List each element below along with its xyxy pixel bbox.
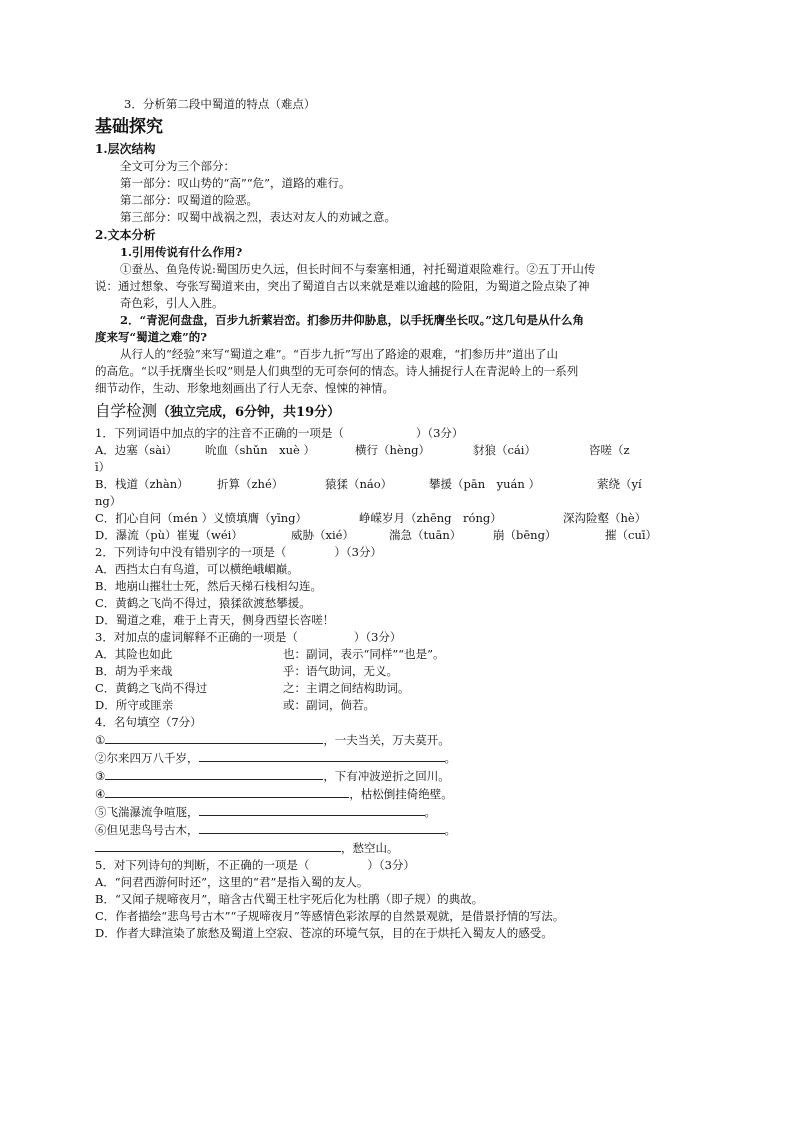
fill-blank-item <box>95 767 705 785</box>
option-part: 威胁（xié） <box>291 528 354 542</box>
answer-blank[interactable] <box>105 767 323 780</box>
self-test-title: 自学检测 <box>95 402 158 420</box>
analysis-answer-line: 说：通过想象、夸张写蜀道来由，突出了蜀道自古以来就是难以逾越的险阻，为蜀道之险点染了神 <box>95 279 590 293</box>
answer-blank[interactable] <box>105 785 349 798</box>
option-part: D．瀑流（pù）崔嵬（wéi） <box>95 528 243 542</box>
structure-line: 第三部分：叹蜀中战祸之烈，表达对友人的劝诫之意。 <box>120 210 396 224</box>
question-3-option <box>95 680 705 697</box>
question-stem-points: ）（3分） <box>415 426 464 440</box>
question-4-stem: 4．名句填空（7分） <box>95 715 202 729</box>
option-part: 豺狼（cái） <box>473 443 536 457</box>
question-2-option: B．地崩山摧壮士死，然后天梯石栈相勾连。 <box>95 579 322 593</box>
question-stem-points: ）（3分） <box>367 858 415 872</box>
option-explanation: 之：主谓之间结构助词。 <box>283 681 410 695</box>
analysis-answer-line: 细节动作，生动、形象地刻画出了行人无奈、惶悚的神情。 <box>95 381 394 395</box>
question-3-stem <box>95 629 705 646</box>
question-stem-text: 5．对下列诗句的判断，不正确的一项是（ <box>95 858 310 872</box>
question-5-stem <box>95 857 705 874</box>
option-explanation: 或：副词，倘若。 <box>283 698 375 712</box>
analysis-question-2-cont: 度来写“蜀道之难”的? <box>95 330 207 344</box>
question-3-option <box>95 646 705 663</box>
fill-blank-item <box>95 839 705 857</box>
question-1-option-b-cont: ng） <box>95 494 122 508</box>
fill-blank-suffix: ，愁空山。 <box>341 841 399 855</box>
question-5-option: D．作者大肆渲染了旅愁及蜀道上空寂、苍凉的环境气氛，目的在于烘托入蜀友人的感受。 <box>95 926 553 940</box>
structure-line: 全文可分为三个部分： <box>120 159 235 173</box>
question-2-option: D．蜀道之难，难于上青天，侧身西望长咨嗟！ <box>95 613 335 627</box>
answer-blank[interactable] <box>105 731 323 744</box>
fill-blank-item <box>95 749 705 767</box>
option-part: 萦绕（yí <box>597 477 642 491</box>
option-explanation: 乎：语气助词，无义。 <box>283 664 398 678</box>
question-3-option <box>95 697 705 714</box>
option-part: 吮血（shǔn xuè ） <box>205 443 315 457</box>
worksheet-page <box>95 96 705 942</box>
self-test-subtitle: （独立完成，6分钟，共19分） <box>157 405 341 420</box>
structure-line: 第一部分：叹山势的“高”“危”，道路的难行。 <box>120 176 351 190</box>
option-explanation: 也：副词，表示“同样”“也是”。 <box>283 647 445 661</box>
question-2-stem <box>95 544 705 561</box>
subsection-analysis-title: 2.文本分析 <box>95 228 156 242</box>
option-part: 折算（zhé） <box>217 477 284 491</box>
analysis-question-2: 2．“青泥何盘盘，百步九折萦岩峦。扪参历井仰胁息，以手抚膺坐长叹。”这几句是从什么角 <box>120 313 584 327</box>
analysis-question-1: 1.引用传说有什么作用? <box>120 245 243 259</box>
answer-blank[interactable] <box>95 839 341 852</box>
option-part: 攀援（pān yuán ） <box>429 477 540 491</box>
question-1-option-d <box>95 527 705 544</box>
fill-blank-suffix: 。 <box>444 751 456 765</box>
fill-blank-prefix: ④ <box>95 787 106 801</box>
option-phrase: B．胡为乎来哉 <box>95 664 173 678</box>
fill-blank-item <box>95 803 705 821</box>
question-stem-text: 3．对加点的虚词解释不正确的一项是（ <box>95 630 298 644</box>
option-part: B．栈道（zhàn） <box>95 477 189 491</box>
question-1-option-c <box>95 510 705 527</box>
answer-blank[interactable] <box>199 821 445 834</box>
fill-blank-suffix: ，一夫当关，万夫莫开。 <box>323 733 450 747</box>
question-stem-points: ）（3分） <box>334 545 382 559</box>
option-part: 峥嵘岁月（zhēng róng） <box>359 511 502 525</box>
option-part: 咨嗟（z <box>589 443 630 457</box>
fill-blank-prefix: ②尔来四万八千岁， <box>95 751 199 765</box>
question-3-option <box>95 663 705 680</box>
option-part: A．边塞（sài） <box>95 443 178 457</box>
question-1-stem <box>95 425 705 442</box>
fill-blank-item <box>95 785 705 803</box>
question-2-option: A．西挡太白有鸟道，可以横绝峨嵋巅。 <box>95 562 299 576</box>
option-phrase: A．其险也如此 <box>95 647 173 661</box>
question-1-option-a-cont: ī） <box>95 460 111 474</box>
question-1-option-a <box>95 442 705 459</box>
option-part: 湍急（tuān） <box>389 528 462 542</box>
option-part: 摧（cuī） <box>605 528 658 542</box>
section-title-self-test <box>95 399 705 425</box>
question-stem-points: ）（3分） <box>353 630 402 644</box>
answer-blank[interactable] <box>199 803 425 816</box>
fill-blank-suffix: 。 <box>444 823 456 837</box>
option-phrase: D．所守或匪亲 <box>95 698 174 712</box>
question-5-option: A．“问君西游何时还”，这里的“君”是指入蜀的友人。 <box>95 875 369 889</box>
option-part: 崩（bēng） <box>493 528 557 542</box>
question-5-option: B．“又闻子规啼夜月”，暗含古代蜀王杜宇死后化为杜鹃（即子规）的典故。 <box>95 892 484 906</box>
fill-blank-prefix: ① <box>95 733 106 747</box>
question-stem-text: 2．下列诗句中没有错别字的一项是（ <box>95 545 287 559</box>
fill-blank-suffix: ，下有冲波逆折之回川。 <box>323 769 450 783</box>
option-part: 横行（hèng） <box>355 443 430 457</box>
analysis-answer-line: 从行人的“经验”来写“蜀道之难”。“百步九折”写出了路途的艰难，“扪参历井”道出了山 <box>120 347 559 361</box>
question-stem-text: 1．下列词语中加点的字的注音不正确的一项是（ <box>95 426 344 440</box>
answer-blank[interactable] <box>199 749 445 762</box>
question-2-option: C．黄鹤之飞尚不得过，猿猱欲渡愁攀援。 <box>95 596 311 610</box>
question-1-option-b <box>95 476 705 493</box>
analysis-answer-line: 奇色彩，引人入胜。 <box>120 296 224 310</box>
fill-blank-suffix: 。 <box>424 805 436 819</box>
objective-item-3: 3．分析第二段中蜀道的特点（难点） <box>124 97 316 111</box>
fill-blank-item <box>95 821 705 839</box>
structure-line: 第二部分：叹蜀道的险恶。 <box>120 193 258 207</box>
analysis-answer-line: ①蚕丛、鱼凫传说:蜀国历史久远，但长时间不与秦塞相通，衬托蜀道艰险难行。②五丁开山传 <box>120 262 596 276</box>
fill-blank-suffix: ，枯松倒挂倚绝壁。 <box>349 787 453 801</box>
fill-blank-prefix: ⑥但见悲鸟号古木， <box>95 823 199 837</box>
fill-blank-item <box>95 731 705 749</box>
option-part: 猿猱（náo） <box>325 477 393 491</box>
fill-blank-prefix: ③ <box>95 769 106 783</box>
question-5-option: C．作者描绘“悲鸟号古木”“子规啼夜月”等感情色彩浓厚的自然景观就，是借景抒情的写法。 <box>95 909 565 923</box>
analysis-answer-line: 的高危。“以手抚膺坐长叹”则是人们典型的无可奈何的情态。诗人捕捉行人在青泥岭上的一系列 <box>95 364 579 378</box>
fill-blank-prefix: ⑤飞湍瀑流争喧豗， <box>95 805 199 819</box>
option-part: 深沟险壑（hè） <box>563 511 647 525</box>
option-phrase: C．黄鹤之飞尚不得过 <box>95 681 208 695</box>
section-title-basic: 基础探究 <box>95 117 163 137</box>
subsection-structure-title: 1.层次结构 <box>95 142 156 156</box>
option-part: C．扪心自问（mén ）义愤填膺（yīng） <box>95 511 308 525</box>
